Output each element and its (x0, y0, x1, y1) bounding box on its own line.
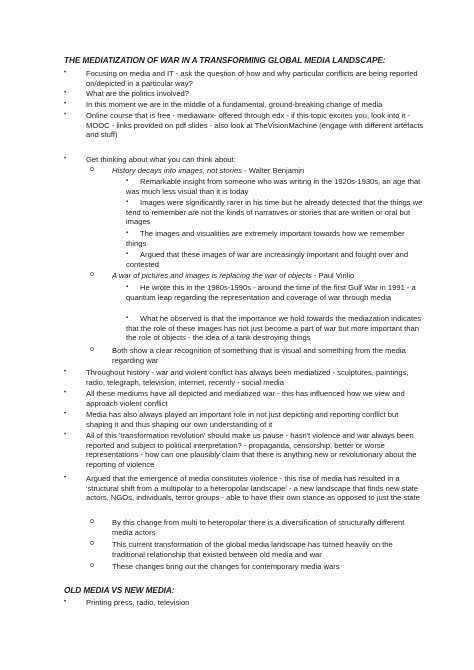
circle-bullet-icon: o (90, 346, 94, 353)
list-item: ▪ Argued that these images of war are increasingly important and fought over and contested (126, 250, 409, 269)
list-item: ▪ He wrote this in the 1980s-1990s - around the time of the first Gulf War in 1991 - a quantum leap regarding the representation and coverage of war through media (126, 283, 416, 302)
list-item: o History decays into images, not stories - Walter Benjamin (90, 166, 305, 175)
circle-bullet-icon: o (90, 518, 94, 525)
list-item: • Argued that the emergence of media constitutes violence - this rise of media has resulted in a 'structural shift from a multipolar to a heteropolar landscape' - a new landscape that finds new state actors, NGOs, individuals, terror groups - able to have their own stance as opposed to just the state (64, 474, 420, 503)
section-heading-mediatization: THE MEDIATIZATION OF WAR IN A TRANSFORMING GLOBAL MEDIA LANDSCAPE: (64, 56, 386, 65)
square-bullet-icon: ▪ (126, 284, 129, 290)
list-item: ▪ Images were significantly rarer in his time but he already detected that the things we tend to remember are not the kinds of narratives or stories that are written or oral but images (126, 198, 423, 227)
bullet-icon: • (64, 411, 67, 417)
list-item: ▪ Remarkable insight from someone who was writing in the 1920s-1930s, an age that was much less visual than it is today (126, 177, 421, 196)
square-bullet-icon: ▪ (126, 315, 129, 321)
list-item: • Printing press, radio, television (64, 598, 190, 607)
list-item: • What are the politics involved? (64, 89, 189, 98)
list-item: o By this change from multi to heteropolar there is a diversification of structurally different media actors (90, 518, 405, 537)
list-item: • Media has also always played an important role in not just depicting and reporting conflict but shaping it and thus shaping our own understanding of it (64, 410, 399, 429)
square-bullet-icon: ▪ (126, 178, 129, 184)
bullet-icon: • (64, 90, 67, 96)
square-bullet-icon: ▪ (126, 230, 129, 236)
bullet-icon: • (64, 599, 67, 605)
bullet-icon: • (64, 101, 67, 107)
bullet-icon: • (64, 432, 67, 438)
list-item: • Get thinking about what you can think about: (64, 155, 236, 164)
list-item: ▪ The images and visualities are extremely important towards how we remember things (126, 229, 405, 248)
circle-bullet-icon: o (90, 562, 94, 569)
list-item: o These changes bring out the changes for contemporary media wars (90, 562, 340, 571)
list-item: ▪ What he observed is that the importance we hold towards the mediazation indicates that the role of these images has not just become a part of war but more important than the role of objects - the idea of a tank destroying things (126, 314, 422, 343)
section-heading-old-vs-new-media: OLD MEDIA VS NEW MEDIA: (64, 586, 175, 595)
circle-bullet-icon: o (90, 271, 94, 278)
bullet-icon: • (64, 112, 67, 118)
circle-bullet-icon: o (90, 166, 94, 173)
bullet-icon: • (64, 390, 67, 396)
list-item: • Throughout history - war and violent conflict has always been mediatized - sculptures, paintings, radio, telegraph, television, internet, recently - social media (64, 368, 409, 387)
list-item: o Both show a clear recognition of something that is visual and something from the media regarding war (90, 346, 406, 365)
list-item: • In this moment we are in the middle of a fundamental, ground-breaking change of media (64, 100, 383, 109)
list-item: • Focusing on media and IT - ask the question of how and why particular conflicts are being reported on/depicted in a particular way? (64, 69, 418, 88)
circle-bullet-icon: o (90, 540, 94, 547)
bullet-icon: • (64, 475, 67, 481)
list-item: • All these mediums have all depicted and mediatized war - this has influenced how we view and approach violent conflict (64, 389, 405, 408)
square-bullet-icon: ▪ (126, 251, 129, 257)
list-item: o This current transformation of the global media landscape has turned heavily on the traditional relationship that existed between old media and war (90, 540, 393, 559)
square-bullet-icon: ▪ (126, 199, 129, 205)
bullet-icon: • (64, 369, 67, 375)
list-item: • All of this 'transformation revolution' should make us pause - hasn't violence and war always been reported and subject to political interpretation? - propaganda, censorship, better or worse representations - how can one plausibly claim that there is anything new or revolutionary about the reporting of violence (64, 431, 417, 469)
list-item: o A war of pictures and images is replacing the war of objects - Paul Virilio (90, 271, 355, 280)
list-item: • Online course that is free - mediawarx- offered through edx - if this topic excites you, look into it - MOOC - links provided on pdf slides - also look at TheVisionMachine (engage with different artefacts and stuff) (64, 111, 424, 140)
bullet-icon: • (64, 156, 67, 162)
bullet-icon: • (64, 70, 67, 76)
